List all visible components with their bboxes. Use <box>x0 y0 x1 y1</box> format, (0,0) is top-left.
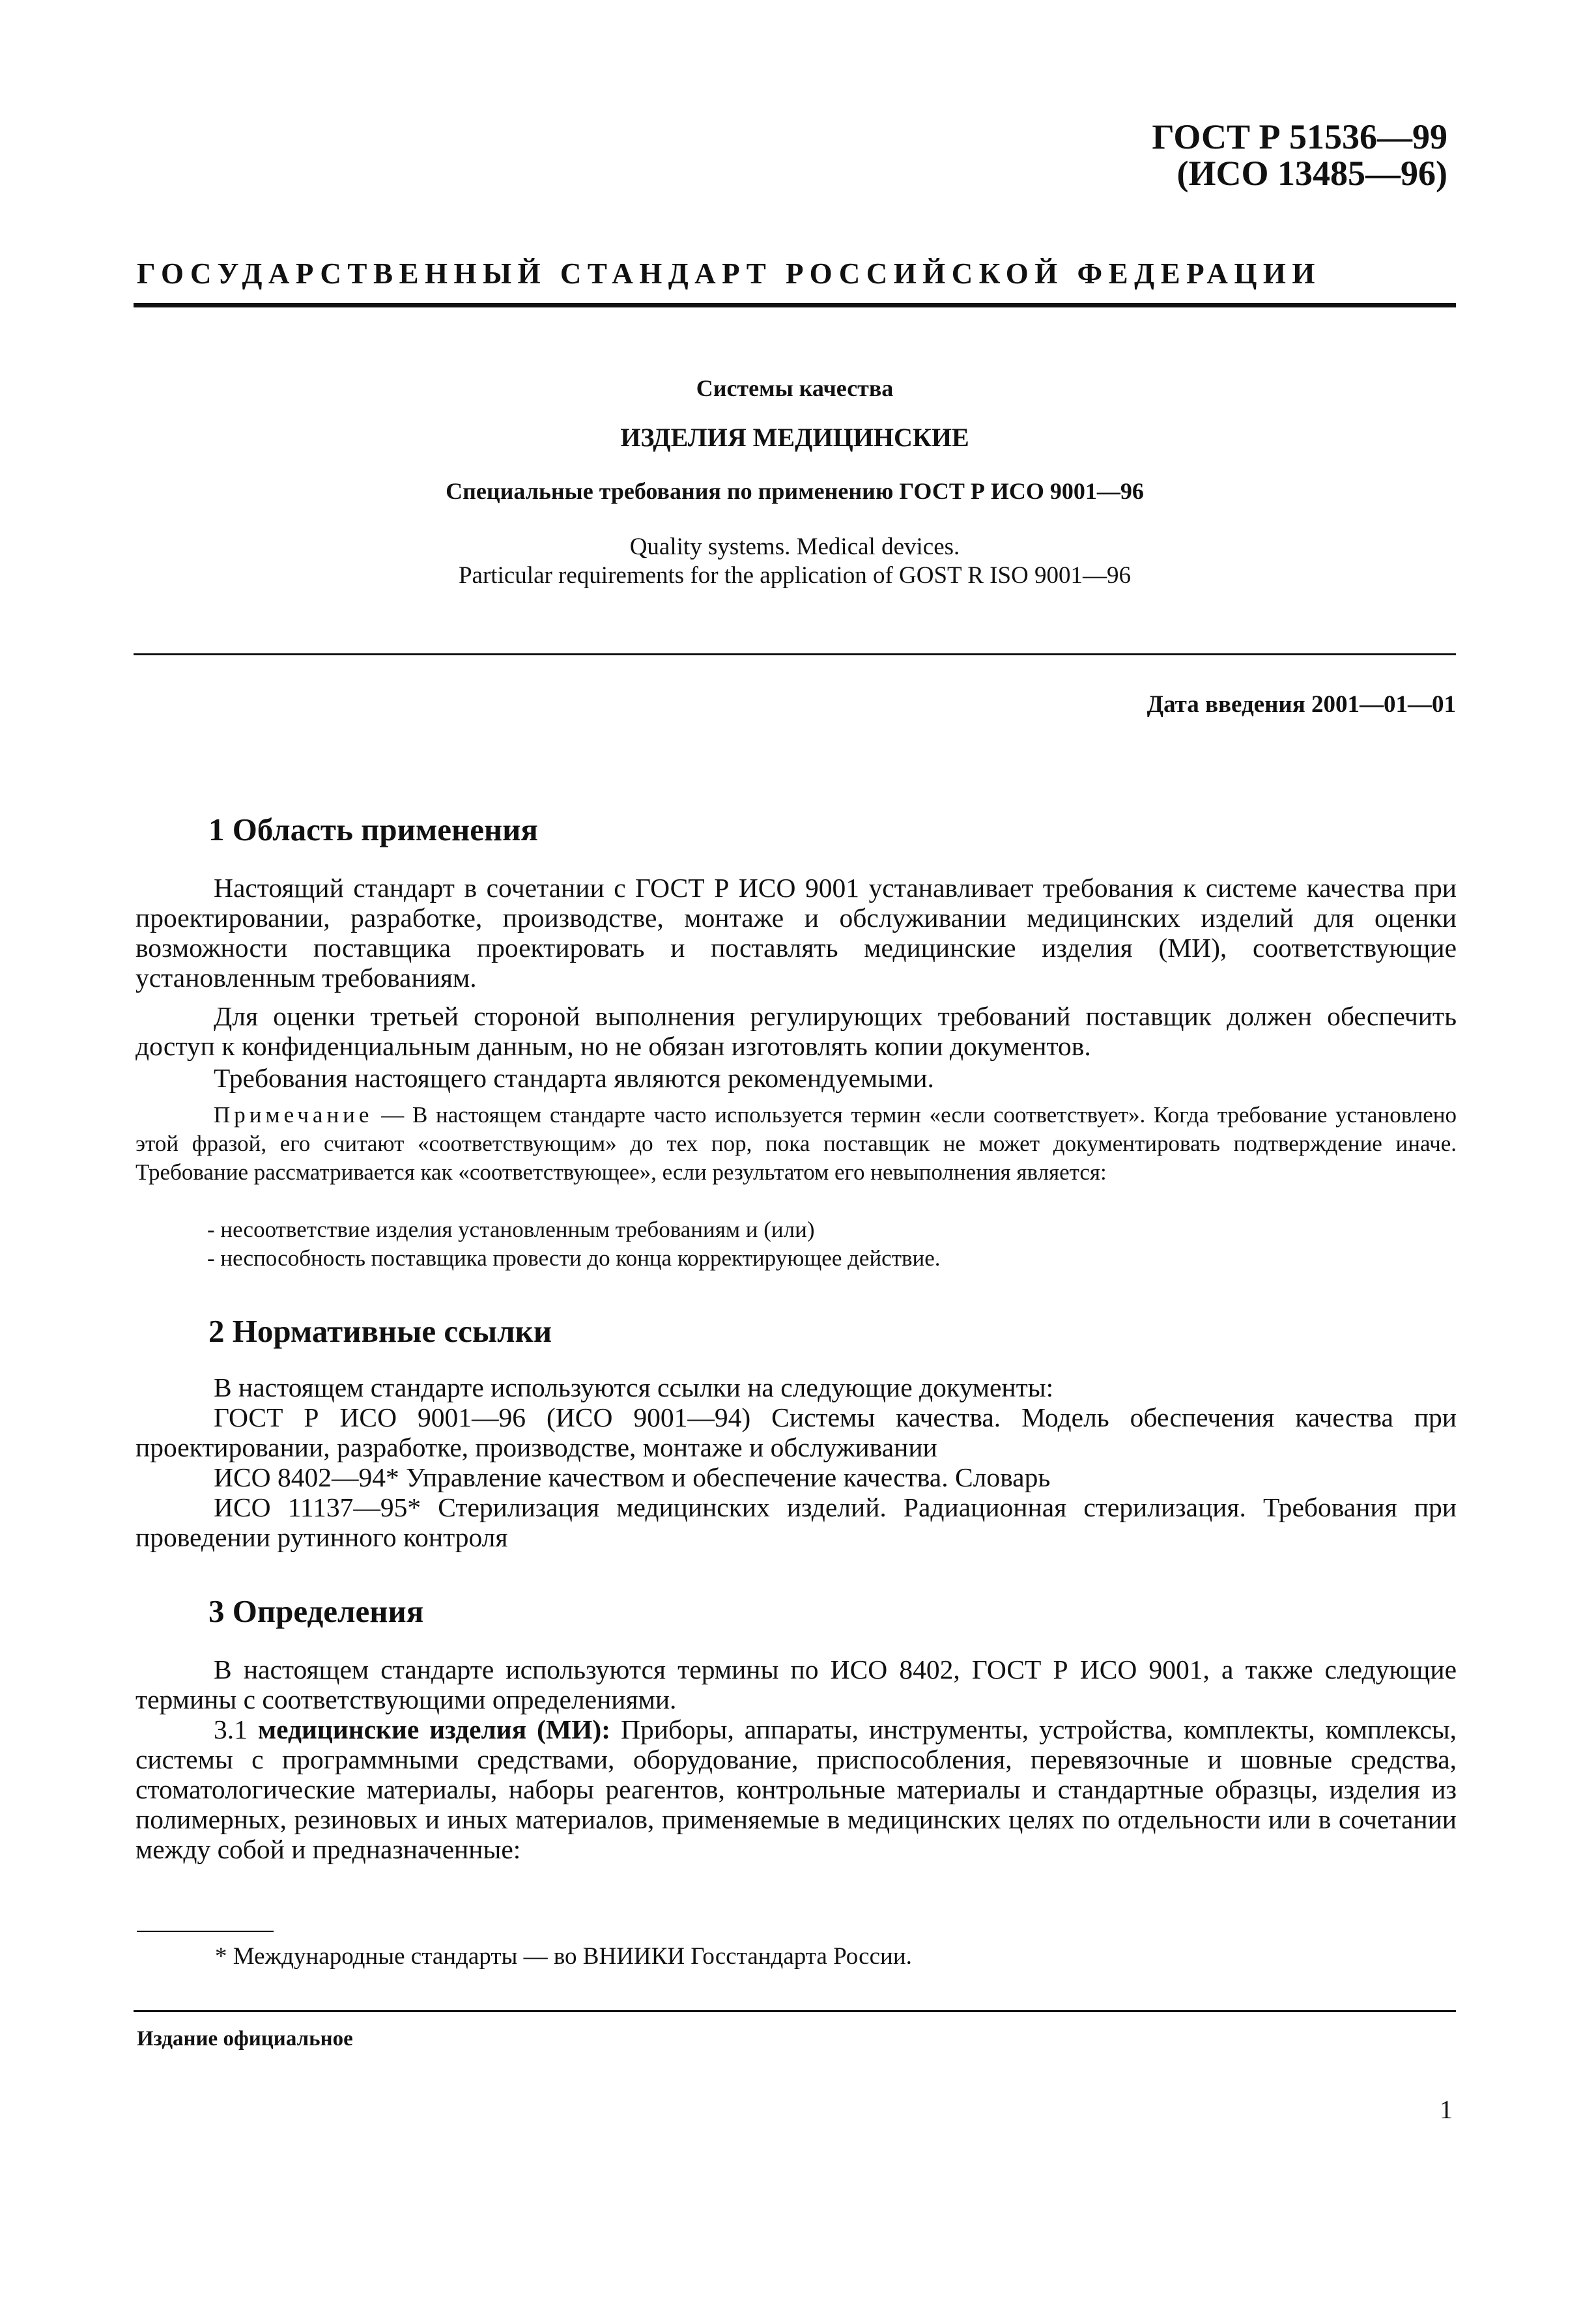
section-1-heading: 1 Область применения <box>208 812 538 847</box>
introduction-date: Дата введения 2001—01—01 <box>1147 691 1456 718</box>
footer-rule <box>134 2010 1456 2012</box>
title-en-line-1: Quality systems. Medical devices. <box>629 533 960 560</box>
section-2-reference-2: ИСО 8402—94* Управление качеством и обеспечение качества. Словарь <box>214 1462 1051 1492</box>
section-1-paragraph-3: Требования настоящего стандарта являются рекомендуемыми. <box>214 1063 934 1093</box>
section-2-heading: 2 Нормативные ссылки <box>208 1313 552 1349</box>
section-3-paragraph-1: В настоящем стандарте используются термины по ИСО 8402, ГОСТ Р ИСО 9001, а также следующие термины с соответствующими определениями. <box>135 1654 1457 1714</box>
note-label: Примечание <box>214 1102 373 1128</box>
standard-designation <box>861 119 1447 192</box>
iso-number: (ИСО 13485—96) <box>1176 154 1447 193</box>
title-line-3: Специальные требования по применению ГОСТ Р ИСО 9001—96 <box>446 478 1144 504</box>
note: Примечание — В настоящем стандарте часто используется термин «если соответствует». Когда требование установлено этой фразой, его считают «соответствующим» до тех пор, пока поставщик не может документировать подтверждение иначе. Требование рассматривается как «соответствующее», если результатом его невыполнения является: <box>135 1102 1457 1185</box>
definition-term: медицинские изделия (МИ): <box>257 1714 611 1744</box>
section-2-paragraph-1: В настоящем стандарте используются ссылки на следующие документы: <box>214 1372 1054 1402</box>
footnote-rule <box>137 1931 274 1932</box>
state-standard-title: ГОСУДАРСТВЕННЫЙ СТАНДАРТ РОССИЙСКОЙ ФЕДЕРАЦИИ <box>137 257 1321 290</box>
section-2-reference-3: ИСО 11137—95* Стерилизация медицинских изделий. Радиационная стерилизация. Требования при проведении рутинного контроля <box>135 1492 1457 1552</box>
section-1-paragraph-1: Настоящий стандарт в сочетании с ГОСТ Р ИСО 9001 устанавливает требования к системе качества при проектировании, разработке, производстве, монтаже и обслуживании медицинских изделий для оценки возможности поставщика проектировать и поставлять медицинские изделия (МИ), соответствующие установленным требованиям. <box>135 873 1457 993</box>
title-rule <box>134 653 1456 655</box>
title-line-1: Системы качества <box>696 375 894 401</box>
definition-3-1: 3.1 медицинские изделия (МИ): Приборы, аппараты, инструменты, устройства, комплекты, комплексы, системы с программными средствами, оборудование, приспособления, перевязочные и шовные средства, стоматологические материалы, наборы реагентов, контрольные материалы и стандартные образцы, изделия из полимерных, резиновых и иных материалов, применяемые в медицинских целях по отдельности или в сочетании между собой и предназначенные: <box>135 1714 1457 1864</box>
footnote: * Международные стандарты — во ВНИИКИ Госстандарта России. <box>215 1943 912 1970</box>
gost-number: ГОСТ Р 51536—99 <box>1152 117 1447 156</box>
section-3-heading: 3 Определения <box>208 1593 424 1629</box>
section-1-paragraph-2: Для оценки третьей стороной выполнения регулирующих требований поставщик должен обеспечить доступ к конфиденциальным данным, но не обязан изготовлять копии документов. <box>135 1001 1457 1061</box>
section-2-reference-1: ГОСТ Р ИСО 9001—96 (ИСО 9001—94) Системы качества. Модель обеспечения качества при проектировании, разработке, производстве, монтаже и обслуживании <box>135 1402 1457 1462</box>
title-line-2: ИЗДЕЛИЯ МЕДИЦИНСКИЕ <box>620 423 969 452</box>
header-rule <box>134 303 1456 307</box>
page-number: 1 <box>1440 2095 1453 2124</box>
note-bullet-1: - несоответствие изделия установленным требованиям и (или) <box>207 1217 815 1242</box>
note-bullet-2: - неспособность поставщика провести до конца корректирующее действие. <box>207 1245 941 1271</box>
edition-label: Издание официальное <box>137 2027 353 2051</box>
title-en-line-2: Particular requirements for the application of GOST R ISO 9001—96 <box>458 562 1132 589</box>
